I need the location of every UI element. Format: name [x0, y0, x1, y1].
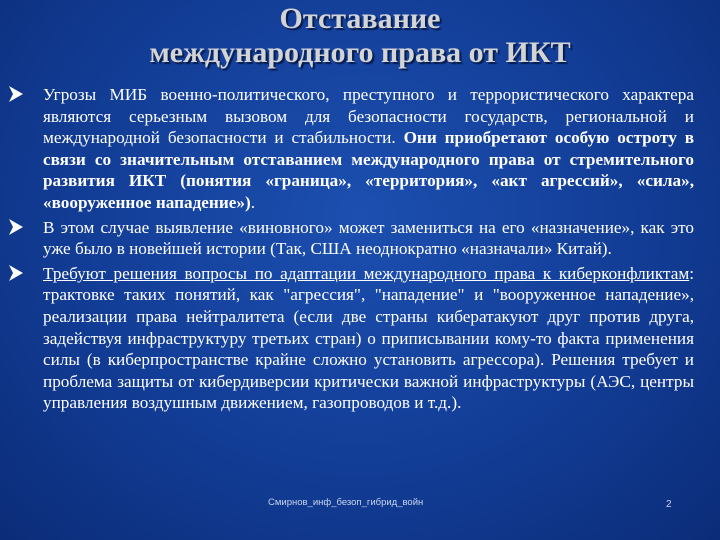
- bullet-list: [8, 84, 694, 414]
- bullet-text-1-plain: Угрозы МИБ военно-политического, преступного и террористического характера являются серьезным вызовом для безопасности государств, региональной и международной безопасности и стабильности.: [43, 85, 694, 148]
- slide-title: [0, 2, 720, 70]
- slide-number: 2: [666, 499, 672, 510]
- arrow-bullet-icon: [8, 264, 24, 282]
- bullet-item-3: [8, 263, 694, 414]
- slide-title-line-1: Отставание: [279, 2, 441, 35]
- bullet-item-1: [8, 84, 694, 214]
- bullet-text-2: В этом случае выявление «виновного» может замениться на его «назначение», как это уже было в новейшей истории (Так, США неоднократно «назначали» Китай).: [43, 217, 694, 259]
- bullet-item-2: [8, 217, 694, 260]
- bullet-text-3-rest: : трактовке таких понятий, как "агрессия", "нападение" и "вооруженное нападение», реализации права нейтралитета (если две страны кибератакуют друг против друга, задействуя инфраструктуру третьих стран) о приписывании кому-то факта применения силы (в киберпространстве крайне сложно установить агрессора). Решения требует и проблема защиты от кибердиверсии критически важной инфраструктуры (АЭС, центры управления воздушным движением, газопроводов и т.д.).: [43, 263, 694, 413]
- bullet-text-3-underlined: Требуют решения вопросы по адаптации международного права к киберконфликтам: [43, 263, 690, 283]
- slide-title-line-2: международного права от ИКТ: [149, 36, 571, 69]
- footer-text: Смирнов_инф_безоп_гибрид_войн: [268, 497, 424, 508]
- arrow-bullet-icon: [8, 218, 24, 236]
- bullet-text-3: [43, 263, 694, 414]
- arrow-bullet-icon: [8, 85, 24, 103]
- bullet-text-1-bold: Они приобретают особую остроту в связи со значительным отставанием международного права от стремительного развития ИКТ (понятия «граница», «территория», «акт агрессий», «сила», «вооруженное нападение»): [43, 128, 694, 212]
- bullet-text-1-end: .: [250, 192, 255, 212]
- bullet-text-1: [43, 84, 694, 214]
